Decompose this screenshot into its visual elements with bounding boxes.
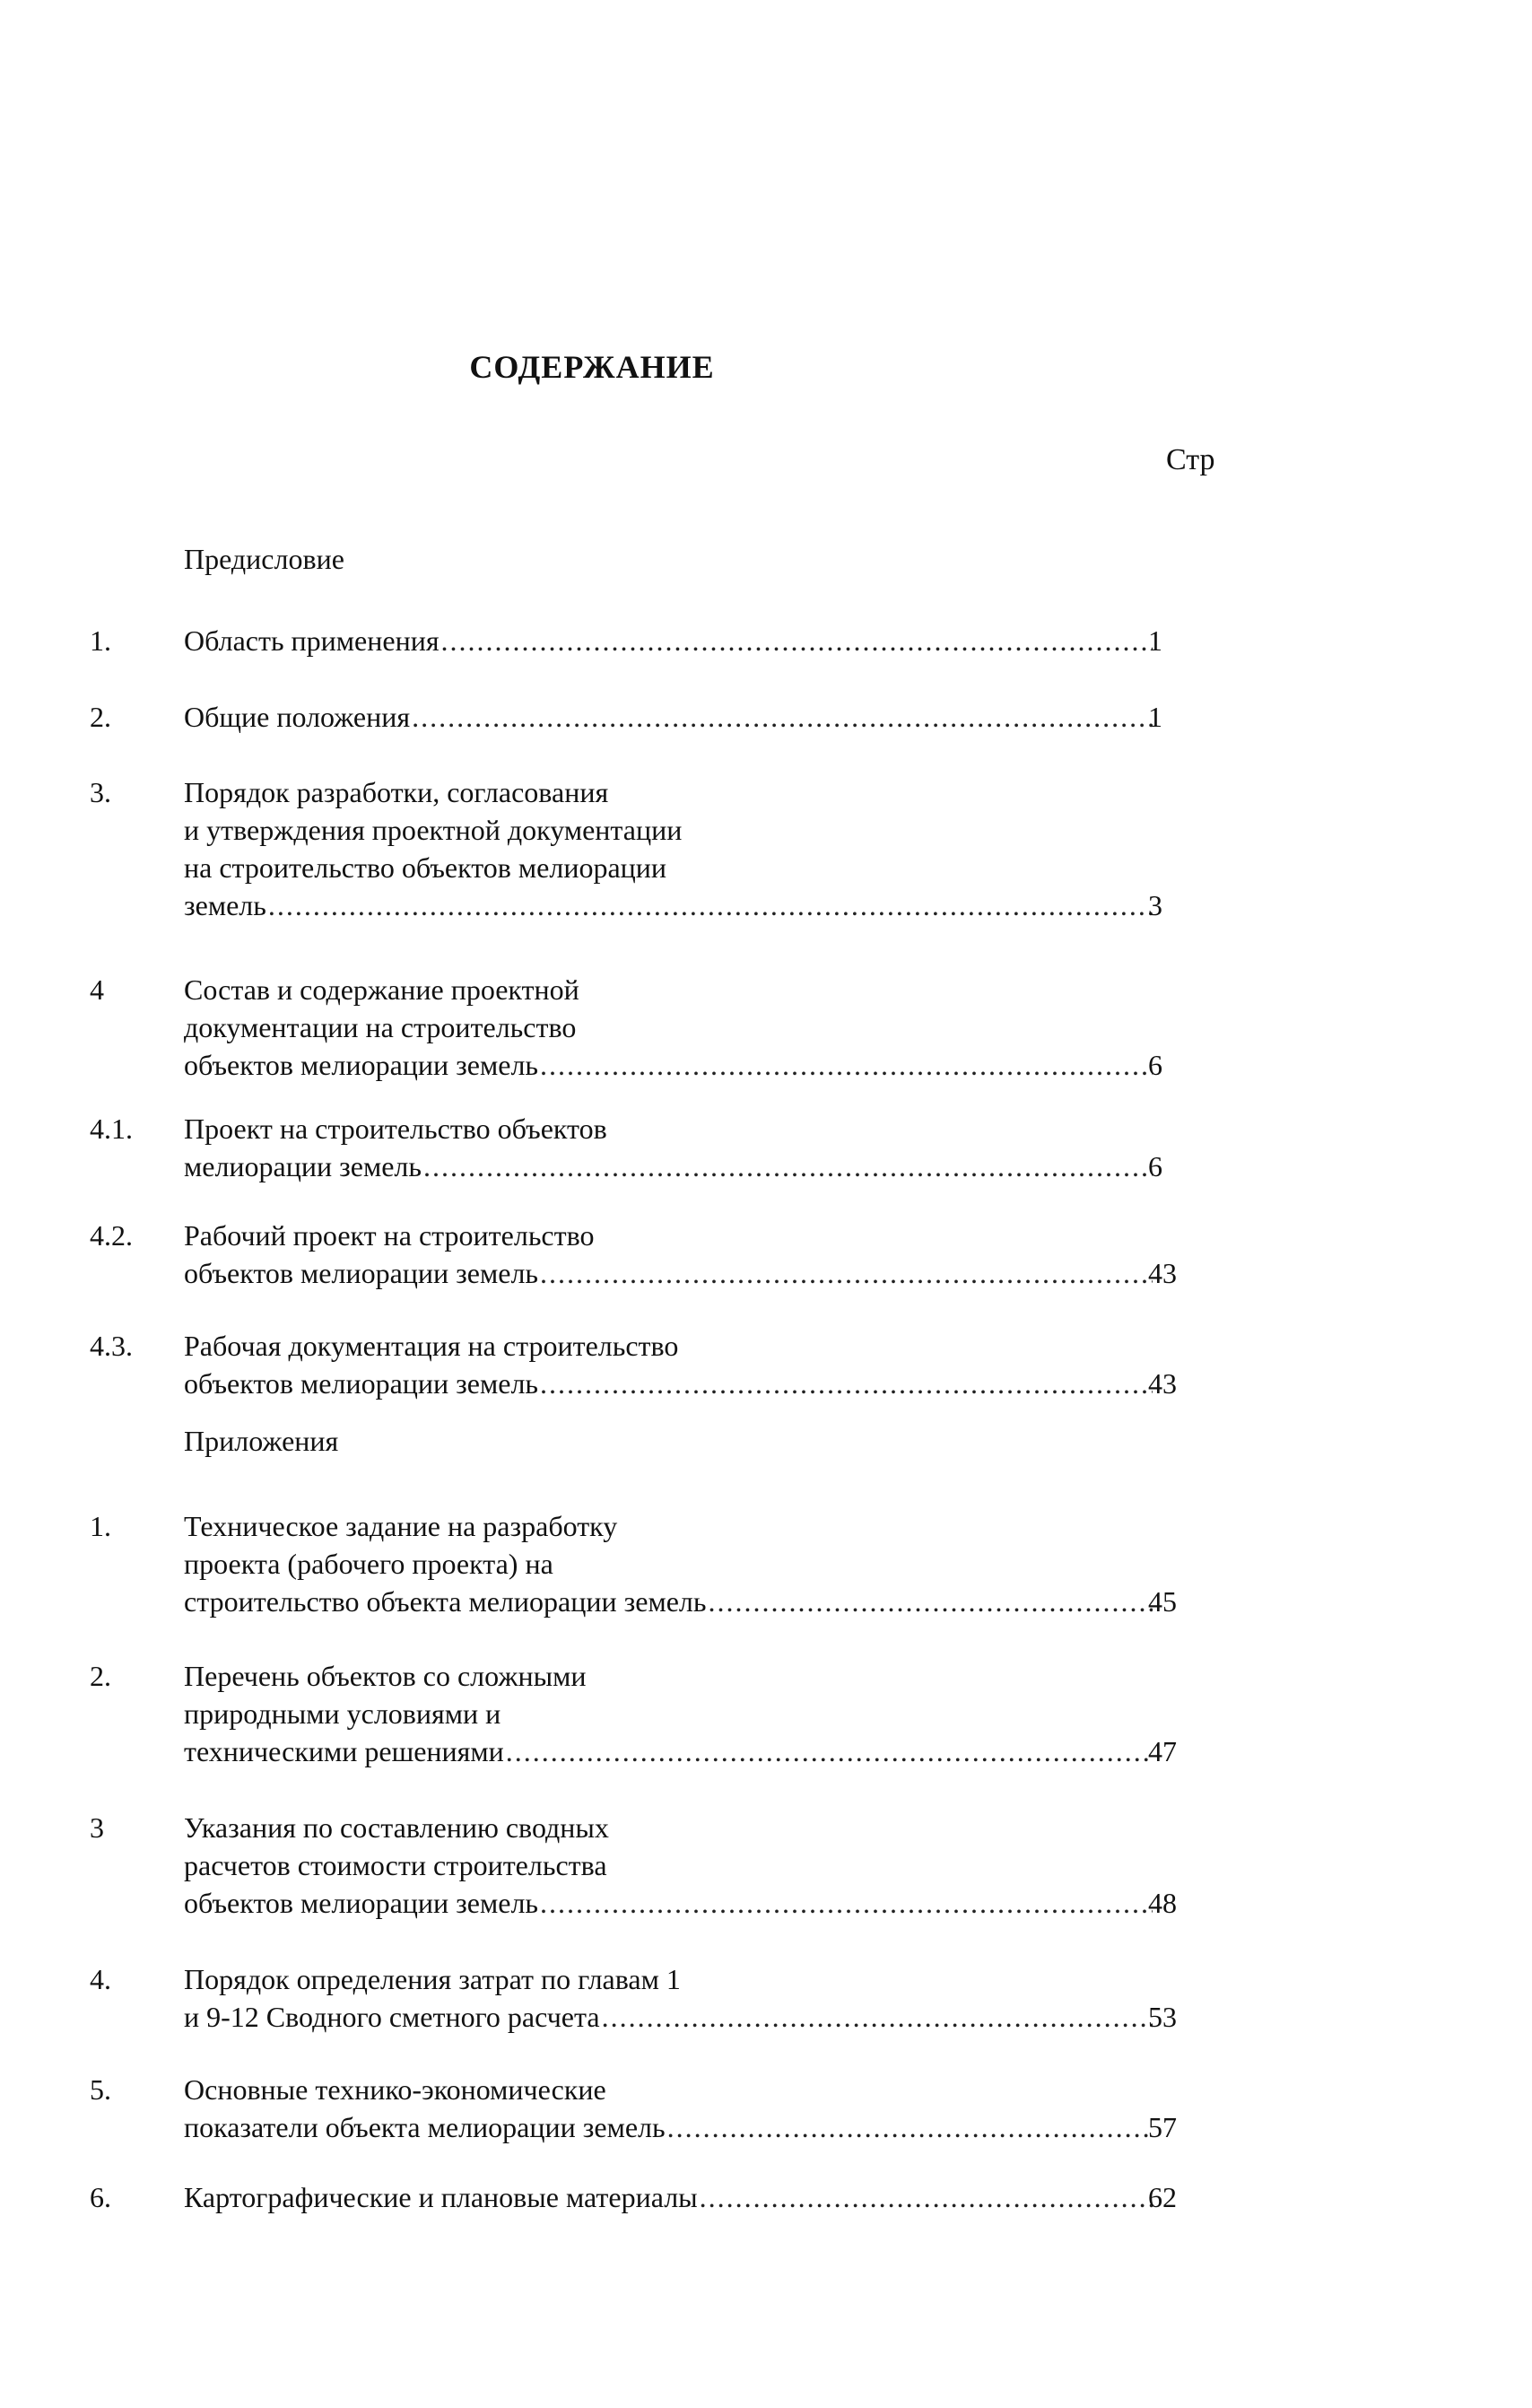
dot-leader <box>423 1147 1153 1185</box>
toc-entry-title-line: Рабочий проект на строительство <box>184 1219 595 1252</box>
toc-entry-title-line: Техническое задание на разработку <box>184 1510 618 1542</box>
toc-entry-title-line: Общие положения <box>184 701 411 733</box>
toc-entry-title-line: и утверждения проектной документации <box>184 814 683 846</box>
appendix-heading: Приложения <box>184 1425 339 1457</box>
toc-entry-number: 4.2. <box>90 1219 133 1252</box>
toc-entry-page-number: 48 <box>1148 1887 1177 1919</box>
toc-entry-title <box>184 2071 1171 2146</box>
dot-leader <box>268 886 1153 924</box>
toc-entry-title-line: Указания по составлению сводных <box>184 1811 609 1844</box>
toc-entry-title <box>184 1657 1171 1770</box>
toc-entry-title-line: и 9-12 Сводного сметного расчета <box>184 2001 600 2033</box>
dot-leader <box>540 1365 1153 1402</box>
dot-leader <box>540 1254 1153 1292</box>
toc-entry-page-number: 43 <box>1148 1257 1177 1289</box>
dot-leader <box>667 2108 1153 2146</box>
page-column-header: Стр <box>1166 443 1215 476</box>
toc-entry-number: 5. <box>90 2073 111 2106</box>
toc-entry-title-line: Порядок разработки, согласования <box>184 776 609 808</box>
toc-entry-title-line: расчетов стоимости строительства <box>184 1849 607 1881</box>
toc-entry-number: 2. <box>90 1660 111 1692</box>
toc-entry-page-number: 62 <box>1148 2181 1177 2213</box>
toc-entry-title <box>184 1327 1171 1402</box>
toc-entry-title-line: на строительство объектов мелиорации <box>184 851 667 884</box>
toc-entry-title-line: объектов мелиорации земель <box>184 1049 539 1081</box>
toc-entry-page-number: 3 <box>1148 889 1162 921</box>
toc-entry-title-line: объектов мелиорации земель <box>184 1257 539 1289</box>
toc-entry-title-line: природными условиями и <box>184 1697 501 1730</box>
toc-entry-title-line: проекта (рабочего проекта) на <box>184 1548 553 1580</box>
toc-entry-number: 3. <box>90 776 111 808</box>
toc-entry-title-line: документации на строительство <box>184 1011 577 1043</box>
toc-entry-page-number: 45 <box>1148 1585 1177 1618</box>
toc-entry-title-line: техническими решениями <box>184 1735 504 1767</box>
toc-entry-title <box>184 773 1171 924</box>
toc-entry-page-number: 1 <box>1148 701 1162 733</box>
toc-entry-title <box>184 1217 1171 1292</box>
toc-entry-number: 4 <box>90 973 104 1006</box>
toc-entry-title-line: объектов мелиорации земель <box>184 1367 539 1400</box>
toc-entry-page-number: 6 <box>1148 1049 1162 1081</box>
toc-entry-title <box>184 971 1171 1084</box>
toc-entry-number: 4.1. <box>90 1112 133 1145</box>
toc-entry-page-number: 1 <box>1148 624 1162 657</box>
toc-entry-number: 2. <box>90 701 111 733</box>
toc-entry-title-line: строительство объекта мелиорации земель <box>184 1585 707 1618</box>
dot-leader <box>700 2178 1153 2216</box>
toc-entry-title <box>184 1809 1171 1922</box>
dot-leader <box>540 1046 1153 1084</box>
toc-entry-number: 4. <box>90 1963 111 1995</box>
toc-entry-page-number: 53 <box>1148 2001 1177 2033</box>
toc-entry-title-line: Картографические и плановые материалы <box>184 2181 698 2213</box>
toc-entry-title <box>184 622 1171 659</box>
toc-entry-title-line: земель <box>184 889 266 921</box>
toc-entry-number: 1. <box>90 1510 111 1542</box>
toc-entry-title <box>184 1110 1171 1185</box>
preface-heading: Предисловие <box>184 543 344 575</box>
toc-entry-number: 4.3. <box>90 1330 133 1362</box>
toc-entry-title-line: Проект на строительство объектов <box>184 1112 607 1145</box>
dot-leader <box>602 1998 1153 2036</box>
toc-entry-number: 1. <box>90 624 111 657</box>
toc-entry-title <box>184 698 1171 736</box>
toc-entry-title <box>184 1507 1171 1620</box>
toc-entry-title-line: мелиорации земель <box>184 1150 422 1182</box>
toc-entry-title-line: Область применения <box>184 624 440 657</box>
dot-leader <box>412 698 1153 736</box>
dot-leader <box>708 1583 1153 1620</box>
toc-entry-page-number: 57 <box>1148 2111 1177 2143</box>
page-title: СОДЕРЖАНИЕ <box>469 349 715 385</box>
toc-entry-title-line: Основные технико-экономические <box>184 2073 606 2106</box>
toc-entry-number: 6. <box>90 2181 111 2213</box>
dot-leader <box>506 1732 1153 1770</box>
toc-entry-title-line: Рабочая документация на строительство <box>184 1330 679 1362</box>
toc-entry-title <box>184 1960 1171 2036</box>
toc-entry-page-number: 6 <box>1148 1150 1162 1182</box>
toc-entry-page-number: 47 <box>1148 1735 1177 1767</box>
dot-leader <box>540 1884 1153 1922</box>
toc-entry-title-line: объектов мелиорации земель <box>184 1887 539 1919</box>
toc-entry-title-line: Перечень объектов со сложными <box>184 1660 587 1692</box>
toc-entry-title-line: показатели объекта мелиорации земель <box>184 2111 666 2143</box>
toc-entry-title-line: Состав и содержание проектной <box>184 973 579 1006</box>
toc-entry-title-line: Порядок определения затрат по главам 1 <box>184 1963 681 1995</box>
toc-entry-title <box>184 2178 1171 2216</box>
toc-entry-page-number: 43 <box>1148 1367 1177 1400</box>
toc-entry-number: 3 <box>90 1811 104 1844</box>
dot-leader <box>441 622 1153 659</box>
